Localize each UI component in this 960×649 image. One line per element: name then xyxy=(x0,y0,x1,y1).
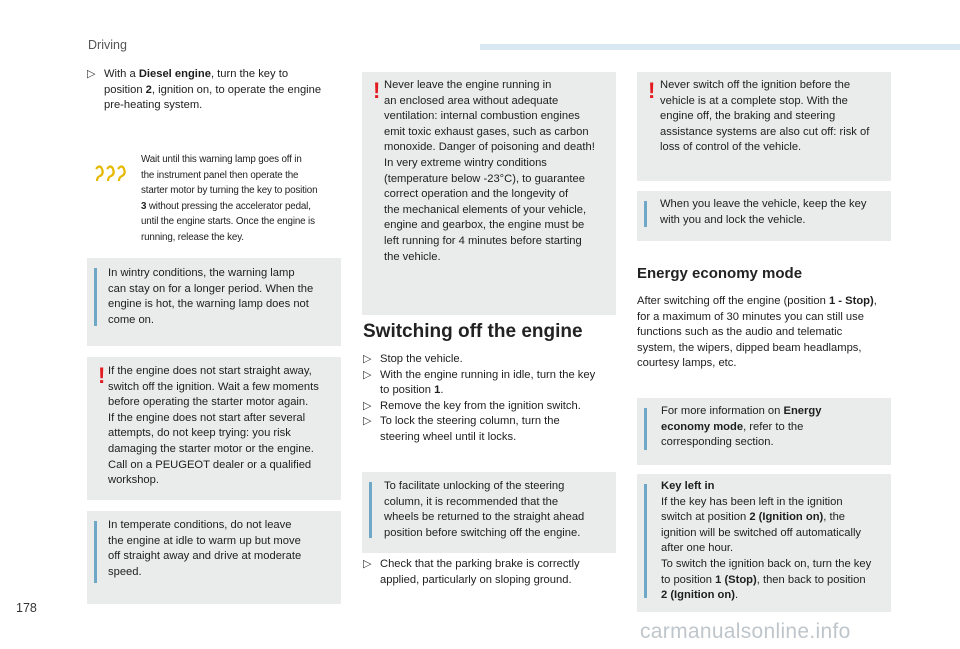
info-marker-icon xyxy=(644,201,647,227)
page-number: 178 xyxy=(16,601,37,615)
watermark: carmanualsonline.info xyxy=(640,620,851,643)
switching-off-heading: Switching off the engine xyxy=(363,321,583,342)
bullet-arrow-icon: ▷ xyxy=(363,399,372,412)
warning-exclamation-icon: ! xyxy=(373,78,381,103)
key-info-box: When you leave the vehicle, keep the key with you and lock the vehicle. xyxy=(637,191,891,241)
wintry-info-box: In wintry conditions, the warning lamp can stay on for a longer period. When the engine is hot, the warning lamp does not come on. xyxy=(87,258,341,346)
more-info-box: For more information on Energy economy mode, refer to the corresponding section. xyxy=(637,398,891,465)
energy-economy-paragraph: After switching off the engine (position 1 - Stop), for a maximum of 30 minutes you can still use functions such as the audio and telematic system, the wipers, dipped beam headlamps, courtesy lamps, etc. xyxy=(637,295,877,370)
info-marker-icon xyxy=(369,482,372,538)
info-marker-icon xyxy=(644,484,647,598)
warning-exclamation-icon: ! xyxy=(648,78,656,103)
section-title: Driving xyxy=(88,38,127,52)
energy-economy-heading: Energy economy mode xyxy=(637,265,803,282)
header-bar xyxy=(480,44,960,50)
diesel-instruction: ▷ With a Diesel engine, turn the key to position 2, ignition on, to operate the engine pre-heating system. xyxy=(87,68,322,112)
parking-brake-instruction: ▷ Check that the parking brake is correctly applied, particularly on sloping ground. xyxy=(363,558,580,586)
warning-exclamation-icon: ! xyxy=(98,363,106,388)
info-marker-icon xyxy=(644,408,647,450)
bullet-arrow-icon: ▷ xyxy=(363,353,372,365)
preheating-coil-icon xyxy=(94,165,126,183)
ignition-warning-box: ! Never switch off the ignition before the vehicle is at a complete stop. With the engine off, the braking and steering assistance systems are also cut off: risk of loss of control of the vehicle. xyxy=(637,72,891,181)
bullet-arrow-icon: ▷ xyxy=(363,415,372,428)
bullet-arrow-icon: ▷ xyxy=(363,368,372,381)
info-marker-icon xyxy=(94,521,97,583)
bullet-arrow-icon: ▷ xyxy=(363,558,372,570)
unlock-info-box: To facilitate unlocking of the steering column, it is recommended that the wheels be returned to the straight ahead position before switching off the engine. xyxy=(362,472,616,553)
temperate-info-box: In temperate conditions, do not leave the engine at idle to warm up but move off straight away and drive at moderate speed. xyxy=(87,511,341,604)
nostart-warning-box: ! If the engine does not start straight away, switch off the ignition. Wait a few moments before operating the starter motor again. If the engine does not start after several attempts, do not keep trying: you risk damaging the starter motor or the engine. Call on a PEUGEOT dealer or a qualified workshop. xyxy=(87,357,341,500)
switching-steps: ▷ Stop the vehicle. ▷ With the engine running in idle, turn the key to position 1. ▷ Remove the key from the ignition switch. ▷ To lock the steering column, turn the steering wheel until it locks. xyxy=(363,353,596,443)
running-warning-box: ! Never leave the engine running in an enclosed area without adequate ventilation: internal combustion engines emit toxic exhaust gases, such as carbon monoxide. Danger of poisoning and death! In very extreme wintry conditions (temperature below -23°C), to guarantee correct operation and the longevity of the mechanical elements of your vehicle, engine and gearbox, the engine must be left running for 4 minutes before starting the vehicle. xyxy=(362,72,616,315)
info-marker-icon xyxy=(94,268,97,326)
bullet-arrow-icon: ▷ xyxy=(87,68,96,80)
key-left-box: Key left in If the key has been left in the ignition switch at position 2 (Ignition on), the ignition will be switched off automatically after one hour. To switch the ignition back on, turn the key to position 1 (Stop), then back to position 2 (Ignition on). xyxy=(637,474,891,612)
lamp-note: Wait until this warning lamp goes off in the instrument panel then operate the starter motor by turning the key to position 3 without pressing the accelerator pedal, until the engine starts. Once the engine is running, release the key. xyxy=(141,154,318,243)
